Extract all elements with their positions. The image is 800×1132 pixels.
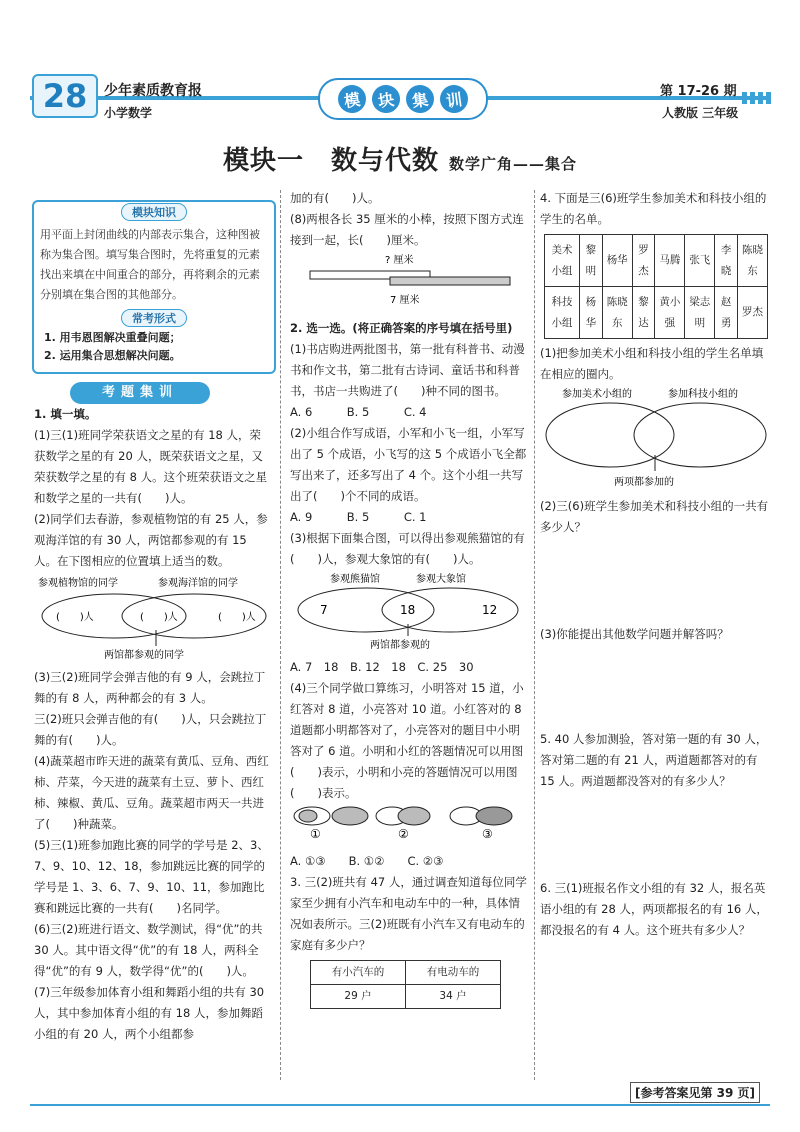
stick-top-label: ? 厘米 xyxy=(385,255,414,266)
option: B. 12 18 xyxy=(349,660,406,674)
question-3: 3. 三(2)班共有 47 人，通过调查知道每位同学家至少拥有小汽车和电动车中的一种，具体情况如表所示。三(2)班既有小汽车又有电动车的家庭有多少户？ xyxy=(290,875,527,952)
question-1-3a: (3)三(2)班同学会弹吉他的有 9 人，会跳拉丁舞的有 8 人，两种都会的有 3 人。 xyxy=(34,670,266,705)
page-title xyxy=(0,140,800,177)
question-1-2: (2)同学们去春游，参观植物馆的有 25 人，参观海洋馆的有 30 人，两馆都参观的有 15 人。在下图相应的位置填上适当的数。 xyxy=(34,512,268,568)
question-1-7-cont: 加的有( )人。 xyxy=(290,191,380,205)
question-1-5: (5)三(1)班参加跑比赛的同学的学号是 2、3、7、9、10、12、18，参加跳远比赛的同学的学号是 1、3、6、7、9、10、11，参加跑比赛和跳远比赛的一共有( )名同学。 xyxy=(34,838,269,915)
question-6: 6. 三(1)班报名作文小组的有 32 人，报名英语小组的有 28 人，两项都报名的有 16 人，都没报名的有 4 人。这个班共有多少人？ xyxy=(540,881,768,937)
option: A. ①③ xyxy=(290,854,326,868)
column-2 xyxy=(290,188,528,1009)
row-label: 美术小组 xyxy=(545,235,580,287)
venn1-middle-value: ( )人 xyxy=(140,612,178,623)
figure-label-3: ③ xyxy=(482,827,493,841)
group-table xyxy=(544,234,768,339)
title-sub: 数学广角——集合 xyxy=(449,155,578,173)
venn2-right-label: 参观大象馆 xyxy=(416,574,466,585)
question-4-2: (2)三(6)班学生参加美术和科技小组的一共有多少人？ xyxy=(540,499,769,534)
figure-1-inner xyxy=(299,810,317,822)
table-header: 有电动车的 xyxy=(406,961,501,985)
question-1-6: (6)三(2)班进行语文、数学测试，得“优”的共 30 人。其中语文得“优”的有 18 人，两科全得“优”的有 9 人，数学得“优”的( )人。 xyxy=(34,922,263,978)
venn3-right-label: 参加科技小组的 xyxy=(668,389,738,400)
option: A. 9 xyxy=(290,510,313,524)
question-5: 5. 40 人参加测验，答对第一题的有 30 人，答对第二题的有 21 人，两道题都答对的有 15 人。两道题都没答对的有多少人？ xyxy=(540,732,768,788)
question-2-4: (4)三个同学做口算练习，小明答对 15 道，小红答对 8 道，小亮答对 10 道。小红答对的 8 道题都小明都答对了，小亮答对的题目中小明答对了 6 道。小明和小红的答题情况可以用图( )表示，小明和小亮的答题情况可以用图( )表示。 xyxy=(290,681,524,800)
options-2-3 xyxy=(290,657,528,678)
question-4-3: (3)你能提出其他数学问题并解答吗？ xyxy=(540,627,729,641)
table-cell: 29 户 xyxy=(311,985,406,1009)
question-2-2: (2)小组合作写成语，小军和小飞一组，小军写出了 5 个成语，小飞写的这 5 个成语小飞全都写出来了，还多写出了 4 个。这个小组一共写出了( )个不同的成语。 xyxy=(290,426,527,503)
column-3 xyxy=(540,188,772,941)
name-cell: 杨华 xyxy=(602,235,632,287)
newspaper-name: 少年素质教育报 xyxy=(104,83,202,99)
question-4-1: (1)把参加美术小组和科技小组的学生名单填在相应的圈内。 xyxy=(540,346,764,381)
knowledge-text: 用平面上封闭曲线的内部表示集合，这种图被称为集合图。填写集合图时，先将重复的元素找出来填在中间重合的部分，再将剩余的元素分别填在集合图的其他部分。 xyxy=(40,228,260,301)
venn2-middle-value: 18 xyxy=(400,603,416,617)
table-header: 有小汽车的 xyxy=(311,961,406,985)
name-cell: 黎明 xyxy=(580,235,603,287)
section-heading-kaoti: 考题集训 xyxy=(70,382,210,404)
banner-char: 训 xyxy=(438,83,470,115)
option: C. 25 30 xyxy=(417,660,474,674)
question-1-8: (8)两根各长 35 厘米的小棒，按照下图方式连接到一起，长( )厘米。 xyxy=(290,212,524,247)
option: C. 4 xyxy=(403,405,427,419)
venn-diagram-1 xyxy=(34,572,272,660)
column-1 xyxy=(34,404,272,1045)
banner-char: 集 xyxy=(404,83,436,115)
venn3-bottom-label: 两项都参加的 xyxy=(614,477,674,488)
venn2-left-label: 参观熊猫馆 xyxy=(330,574,380,585)
options-2-1 xyxy=(290,402,528,423)
table-3 xyxy=(310,960,501,1009)
option: B. ①② xyxy=(348,854,385,868)
name-cell: 梁志明 xyxy=(685,287,715,339)
venn1-right-label: 参观海洋馆的同学 xyxy=(158,578,238,589)
forms-tag: 常考形式 xyxy=(121,309,187,327)
table-cell: 34 户 xyxy=(406,985,501,1009)
answer-figures xyxy=(290,804,528,844)
figure-label-1: ① xyxy=(310,827,321,841)
knowledge-box xyxy=(32,200,276,374)
name-cell: 罗杰 xyxy=(632,235,655,287)
name-cell: 赵勇 xyxy=(715,287,738,339)
question-1: 1. 填一填。 xyxy=(34,407,97,421)
form-item: 1. 用韦恩图解决重叠问题； xyxy=(44,331,181,344)
question-4: 4. 下面是三(6)班学生参加美术和科技小组的学生的名单。 xyxy=(540,191,767,226)
venn1-bottom-label: 两馆都参观的同学 xyxy=(104,650,184,660)
figure-2-right xyxy=(398,807,430,825)
name-cell: 张飞 xyxy=(685,235,715,287)
column-divider xyxy=(280,190,281,1080)
option: B. 5 xyxy=(346,510,370,524)
answer-reference: [参考答案见第 39 页] xyxy=(630,1082,760,1103)
question-2-3: (3)根据下面集合图，可以得出参观熊猫馆的有( )人，参观大象馆的有( )人。 xyxy=(290,531,525,566)
page-number: 28 xyxy=(32,74,98,118)
column-divider xyxy=(534,190,535,1080)
option: A. 7 18 xyxy=(290,660,339,674)
row-label: 科技小组 xyxy=(545,287,580,339)
question-1-1: (1)三(1)班同学荣获语文之星的有 18 人，荣获数学之星的有 20 人，既荣获语文之星，又荣获数学之星的有 8 人。这个班荣获语文之星和数学之星的一共有( )人。 xyxy=(34,428,268,505)
option: C. ②③ xyxy=(407,854,444,868)
title-main: 模块一 数与代数 xyxy=(222,146,439,176)
form-item: 2. 运用集合思想解决问题。 xyxy=(44,349,181,362)
name-cell: 罗杰 xyxy=(738,287,768,339)
question-2: 2. 选一选。(将正确答案的序号填在括号里) xyxy=(290,321,513,335)
venn2-left-value: 7 xyxy=(320,603,328,617)
stick-2 xyxy=(390,277,510,285)
stick-bottom-label: 7 厘米 xyxy=(390,295,420,306)
venn-diagram-2 xyxy=(290,570,528,650)
venn3-left-label: 参加美术小组的 xyxy=(562,389,632,400)
option: C. 1 xyxy=(403,510,427,524)
question-1-3b: 三(2)班只会弹吉他的有( )人，只会跳拉丁舞的有( )人。 xyxy=(34,712,267,747)
name-cell: 马腾 xyxy=(655,235,685,287)
options-2-2 xyxy=(290,507,528,528)
venn2-right-value: 12 xyxy=(482,603,498,617)
banner-char: 块 xyxy=(370,83,402,115)
question-1-7: (7)三年级参加体育小组和舞蹈小组的共有 30 人，其中参加体育小组的有 18 人，参加舞蹈小组的有 20 人，两个小组都参 xyxy=(34,985,265,1041)
venn1-left-value: ( )人 xyxy=(56,612,94,623)
question-1-4: (4)蔬菜超市昨天进的蔬菜有黄瓜、豆角、西红柿、芹菜，今天进的蔬菜有土豆、萝卜、西红柿、辣椒、黄瓜、豆角。蔬菜超市两天一共进了( )种蔬菜。 xyxy=(34,754,269,831)
options-2-4 xyxy=(290,851,528,872)
venn3-right-circle xyxy=(634,403,766,467)
edition-label: 人教版 三年级 xyxy=(662,106,739,120)
subject-label: 小学数学 xyxy=(104,106,153,120)
figure-1b xyxy=(332,807,368,825)
name-cell: 黄小强 xyxy=(655,287,685,339)
issue-label: 第 17-26 期 xyxy=(660,84,737,99)
venn-diagram-3 xyxy=(540,385,772,489)
venn2-bottom-label: 两馆都参观的 xyxy=(370,640,430,650)
question-2-1: (1)书店购进两批图书，第一批有科普书、动漫书和作文书，第二批有古诗词、童话书和科普书，书店一共购进了( )种不同的图书。 xyxy=(290,342,525,398)
name-cell: 黎达 xyxy=(632,287,655,339)
figure-label-2: ② xyxy=(398,827,409,841)
venn1-right-value: ( )人 xyxy=(218,612,256,623)
option: B. 5 xyxy=(346,405,370,419)
name-cell: 陈晓东 xyxy=(602,287,632,339)
banner-char: 模 xyxy=(336,83,368,115)
stick-diagram xyxy=(290,251,528,311)
venn1-left-label: 参观植物馆的同学 xyxy=(38,578,118,589)
footer-rule xyxy=(30,1104,770,1106)
stripes-decoration xyxy=(742,92,771,104)
name-cell: 陈晓东 xyxy=(738,235,768,287)
knowledge-tag: 模块知识 xyxy=(121,203,187,221)
module-banner xyxy=(318,78,488,120)
name-cell: 李晓 xyxy=(715,235,738,287)
figure-3-right xyxy=(476,807,512,825)
option: A. 6 xyxy=(290,405,313,419)
name-cell: 杨华 xyxy=(580,287,603,339)
